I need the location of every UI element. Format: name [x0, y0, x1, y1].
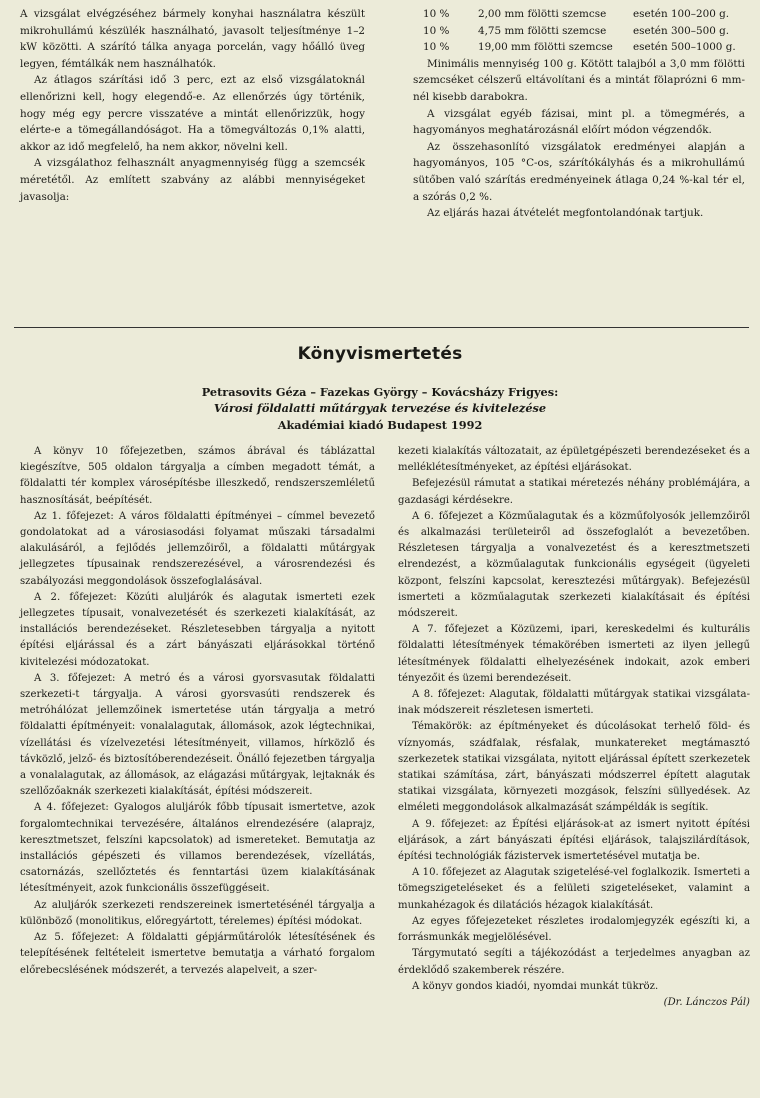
book-header	[0, 384, 760, 433]
review-right-column	[398, 444, 750, 1011]
sieve-row	[413, 23, 745, 40]
paragraph: A könyv 10 főfejezetben, számos ábrával és táblázattal kiegészítve, 505 oldalon tárgyalja a címben megadott témát, a földalatti tér komplex városépítésbe illeszkedő, rendszerszemléletű hasznosítását, beépítését.	[20, 446, 375, 506]
sieve-percent: 10 %	[423, 41, 450, 54]
book-publisher: Akadémiai kiadó Budapest 1992	[277, 417, 483, 432]
sieve-percent: 10 %	[423, 8, 450, 20]
reviewer-signature: (Dr. Lánczos Pál)	[663, 996, 750, 1008]
paragraph: Befejezésül rámutat a statikai méretezés néhány problémájára, a gazdasági kérdésekre.	[398, 478, 750, 506]
paragraph: A 6. főfejezet a Közműalagutak és a közműfolyosók jellemzőiről és alkalmazási területeiről ad összefoglalót a bevezetőben. Részletesen tárgyalja a vonalvezetést és a keresztmetszeti elrendezést, a közműalagutak funkcionális egységeit (ügyeleti központ, felszíni kapcsolat, keresztezési műtárgyak). Befejezésül ismerteti a közműalagutak szerkezeti kialakításait és építési módszereit.	[398, 510, 750, 620]
paragraph: A vizsgálathoz felhasznált anyagmennyiség függ a szemcsék méretétől. Az említett szabvány az alábbi mennyiségeket javasolja:	[20, 157, 365, 203]
paragraph: A 7. főfejezet a Közüzemi, ipari, kereskedelmi és kulturális földalatti létesítmények témakörében ismerteti az ilyen jellegű létesítmények földalatti elhelyezésének indokait, azok emberi tényezőit és üzemi berendezéseit.	[398, 624, 750, 684]
paragraph: Az összehasonlító vizsgálatok eredményei alapján a hagyományos, 105 °C-os, szárítókályhás és a mikrohullámú sütőben való szárítás eredményeinek átlaga 0,24 %-kal tér el, a szórás 0,2 %.	[413, 140, 745, 203]
section-divider	[14, 327, 749, 328]
paragraph: A 3. főfejezet: A metró és a városi gyorsvasutak földalatti szerkezeti-t tárgyalja. A városi gyorsvasúti rendszerek és metróhálózat jellemzőinek ismertetése után tárgyalja a metró földalatti építményeit: vonalalagutak, állomások, azok légtechnikai, vízellátási és vízelvezetési létesítményeit, villamos, hírközlő és távközlő, jelző- és biztosítóberendezéseit. Önálló fejezetben tárgyalja a vonalalagutak, az állomások, az elágazási műtárgyak, lejtaknák és szellőzőaknák szerkezeti kialakítását, építési módszereit.	[20, 672, 375, 798]
paragraph: Tárgymutató segíti a tájékozódást a terjedelmes anyagban az érdeklődő szakemberek részére.	[398, 948, 750, 976]
paragraph: A könyv gondos kiadói, nyomdai munkát tükröz.	[412, 980, 659, 992]
sieve-row	[413, 6, 745, 23]
sieve-percent: 10 %	[423, 24, 450, 37]
paragraph: A vizsgálat egyéb fázisai, mint pl. a tömegmérés, a hagyományos meghatározásnál előírt módon végzendők.	[413, 107, 745, 137]
sieve-amount: esetén 500–1000 g.	[633, 41, 736, 54]
sieve-amount: esetén 300–500 g.	[633, 24, 730, 37]
review-left-column	[20, 444, 375, 979]
paragraph: Minimális mennyiség 100 g. Kötött talajból a 3,0 mm fölötti szemcséket célszerű eltávolítani és a mintát fölaprózni 6 mm-nél kisebb darabokra.	[413, 57, 745, 103]
paragraph: kezeti kialakítás változatait, az épületgépészeti berendezéseket és a melléklétesítményeket, az építési eljárásokat.	[398, 446, 750, 474]
paragraph: Az 5. főfejezet: A földalatti gépjárműtárolók létesítésének és telepítésének feltételeit ismertetve bemutatja a várható forgalom előrebecslésének módszerét, a tervezés alapelveit, a szer-	[20, 932, 375, 976]
paragraph: A 10. főfejezet az Alagutak szigetelésé-vel foglalkozik. Ismerteti a tömegszigeteléseket és a felületi szigeteléseket, valamint a munkahézagok és dilatációs hézagok kialakítását.	[398, 867, 750, 911]
paragraph: Az eljárás hazai átvételét megfontolandónak tartjuk.	[427, 207, 704, 220]
paragraph: A vizsgálat elvégzéséhez bármely konyhai használatra készült mikrohullámú készülék használható, javasolt teljesítménye 1–2 kW közötti. A szárító tálka anyaga porcelán, vagy hőálló üveg legyen, fémtálkák nem használhatók.	[20, 8, 365, 70]
paragraph: Az átlagos szárítási idő 3 perc, ezt az első vizsgálatoknál ellenőrizni kell, hogy elegendő-e. Az ellenőrzés úgy történik, hogy még egy percre visszatéve a mintát ellenőrizzük, hogy elérte-e a tömegállandóságot. Ha a tömegváltozás 0,1% alatti, akkor az idő megfelelő, ha nem akkor, növelni kell.	[20, 74, 365, 153]
book-authors: Petrasovits Géza – Fazekas György – Kovácsházy Frigyes:	[201, 385, 559, 399]
section-title: Könyvismertetés	[297, 344, 463, 364]
top-left-column	[20, 6, 365, 205]
paragraph: A 2. főfejezet: Közúti aluljárók és alagutak ismerteti ezek jellegzetes típusait, vonalvezetését és szerkezeti kialakítását, az installációs berendezéseket. Részletesebben tárgyalja a nyitott építési eljárással és a zárt bányászati eljárásokkal történő kivitelezési módozatokat.	[20, 591, 375, 668]
sieve-size: 4,75 mm fölötti szemcse	[478, 24, 607, 37]
paragraph: A 4. főfejezet: Gyalogos aluljárók főbb típusait ismertetve, azok forgalomtechnikai tervezésére, általános elrendezésére (alaprajz, keresztmetszet, felszíni kapcsolatok) ad ismereteket. Bemutatja az installációs gépészeti és villamos berendezések, vízellátás, csatornázás, szellőztetés és fenntartási üzem kialakításának létesítményeit, azok funkcionális összefüggéseit.	[20, 802, 375, 895]
sieve-row	[413, 39, 745, 56]
sieve-amount: esetén 100–200 g.	[633, 8, 730, 20]
paragraph: A 9. főfejezet: az Építési eljárások-at az ismert nyitott építési eljárások, a zárt bányászati építési eljárások, talajszilárdítások, építési technológiák fázistervek ismertetésével mutatja be.	[398, 818, 750, 863]
book-title: Városi földalatti műtárgyak tervezése és kivitelezése	[213, 401, 547, 416]
paragraph: Az 1. főfejezet: A város földalatti építményei – címmel bevezető gondolatokat ad a városiasodási folyamat műszaki társadalmi alakulásáról, a fejlődés jellemzőiről, a földalatti műtárgyak jellegzetes típusainak rendszerezésével, a városrendezési és szabályozási meggondolások összefoglalásával.	[20, 510, 375, 587]
paragraph: Az aluljárók szerkezeti rendszereinek ismertetésénél tárgyalja a különböző (monolitikus, előregyártott, térelemes) építési módokat.	[20, 899, 375, 927]
paragraph: Témakörök: az építményeket és dúcolásokat terhelő föld- és víznyomás, szádfalak, résfalak, munkatereket megtámasztó szerkezetek statikai vizsgálata, nyitott eljárással épített szerkezetek statikai számítása, zárt, bányászati módszerrel épített alagutak statikai vizsgálata, környezeti mozgások, felszíni süllyedések. Az elméleti meggondolások alkalmazását számpéldák is segítik.	[398, 721, 750, 814]
sieve-size: 19,00 mm fölötti szemcse	[478, 41, 613, 54]
top-right-column	[413, 6, 745, 222]
paragraph: A 8. főfejezet: Alagutak, földalatti műtárgyak statikai vizsgálata-inak módszereit részletesen ismerteti.	[398, 689, 750, 717]
sieve-size: 2,00 mm fölötti szemcse	[478, 8, 607, 20]
paragraph: Az egyes főfejezeteket részletes irodalomjegyzék egészíti ki, a forrásmunkák megjelölésével.	[398, 915, 750, 944]
sieve-table	[413, 6, 745, 56]
